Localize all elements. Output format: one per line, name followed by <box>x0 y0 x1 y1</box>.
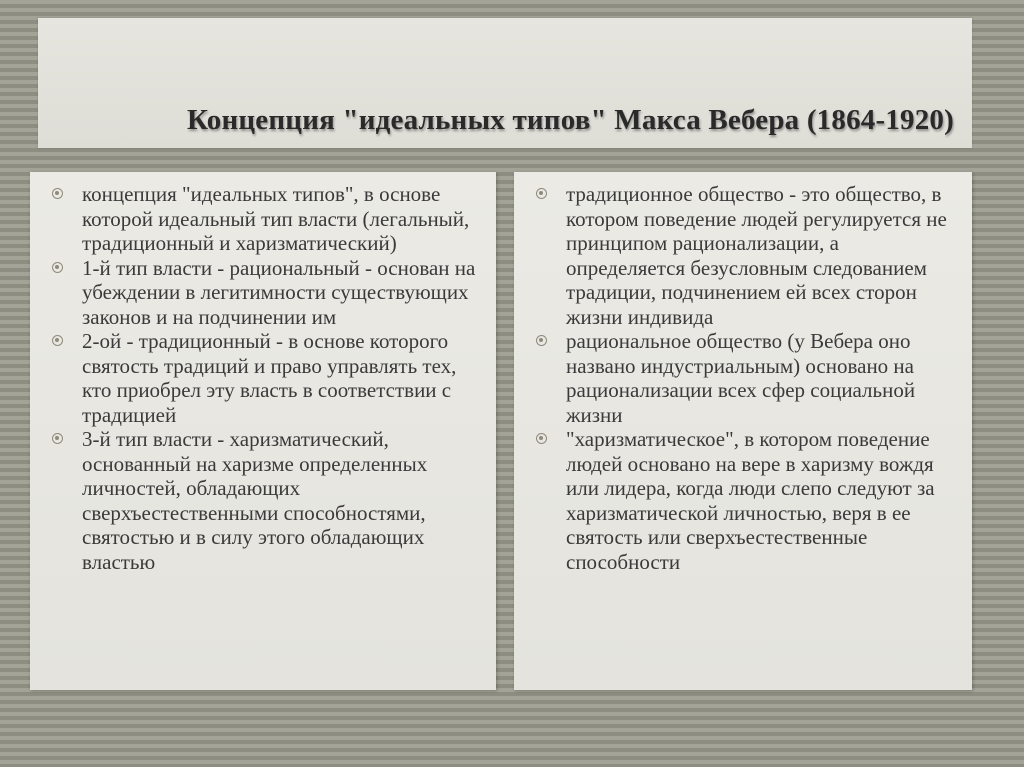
circle-bullet-icon <box>536 335 547 346</box>
list-item-text: концепция "идеальных типов", в основе которой идеальный тип власти (легальный, традиционный и харизматический) <box>82 182 470 255</box>
list-item-text: традиционное общество - это общество, в котором поведение людей регулируется не принципом рационализации, а определяется безусловным следованием традиции, подчинением ей всех сторон жизни индивида <box>566 182 947 329</box>
list-item <box>46 329 478 427</box>
title-panel <box>38 18 972 148</box>
circle-bullet-icon <box>52 335 63 346</box>
list-item <box>46 427 478 574</box>
slide-title: Концепция "идеальных типов" Макса Вебера (1864-1920) <box>187 104 954 136</box>
list-item <box>530 329 954 427</box>
left-column <box>30 172 496 690</box>
circle-bullet-icon <box>52 262 63 273</box>
list-item <box>46 182 478 256</box>
list-item-text: 3-й тип власти - харизматический, основанный на харизме определенных личностей, обладающих сверхъестественными способностями, святостью и в силу этого обладающих властью <box>82 427 428 574</box>
list-item <box>530 182 954 329</box>
circle-bullet-icon <box>536 433 547 444</box>
list-item <box>46 256 478 330</box>
circle-bullet-icon <box>52 433 63 444</box>
list-item-text: "харизматическое", в котором поведение людей основано на вере в харизму вождя или лидера, когда люди слепо следуют за харизматической личностью, веря в ее святость или сверхъестественные способности <box>566 427 935 574</box>
list-item-text: 2-ой - традиционный - в основе которого святость традиций и право управлять тех, кто приобрел эту власть в соответствии с традицией <box>82 329 457 427</box>
left-bullet-list <box>46 182 478 574</box>
list-item-text: рациональное общество (у Вебера оно названо индустриальным) основано на рационализации всех сфер социальной жизни <box>566 329 916 427</box>
list-item <box>530 427 954 574</box>
right-bullet-list <box>530 182 954 574</box>
circle-bullet-icon <box>52 188 63 199</box>
list-item-text: 1-й тип власти - рациональный - основан на убеждении в легитимности существующих законов и на подчинении им <box>82 255 476 329</box>
circle-bullet-icon <box>536 188 547 199</box>
right-column <box>514 172 972 690</box>
